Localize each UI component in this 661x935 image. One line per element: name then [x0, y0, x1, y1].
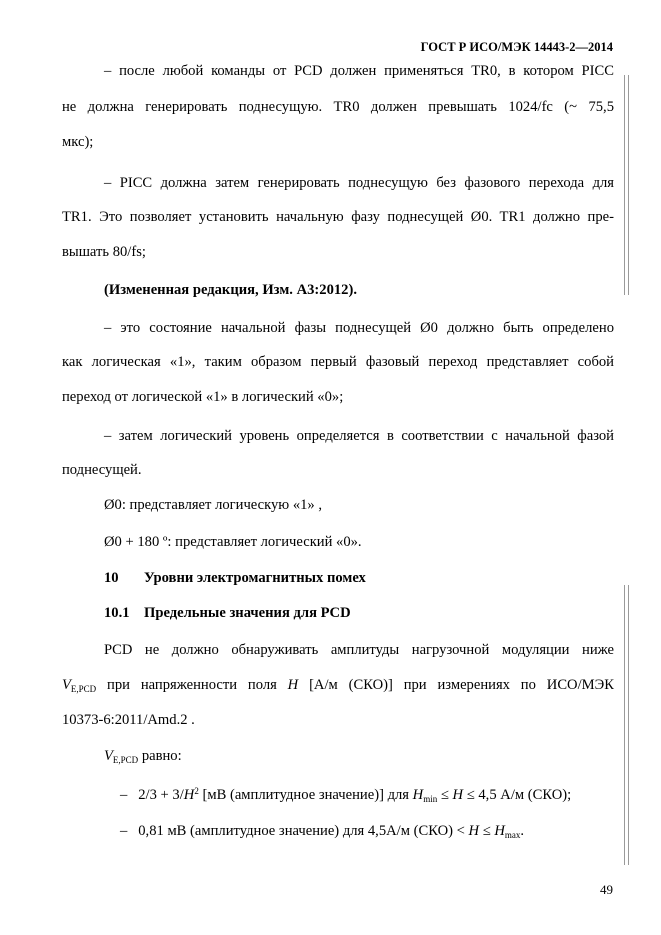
text-line: $V_{E,PCD}$ при напряженности поля H [А/м (СКО)] при измерениях по ИСО/МЭК [62, 677, 614, 694]
text-line: $V_{E,PCD}$ равно: [104, 748, 182, 765]
text-line: не должна генерировать поднесущую. TR0 должен превышать 1024/fc (~ 75,5 [62, 99, 614, 115]
section-heading-10 [104, 570, 614, 587]
text-line: поднесущей. [62, 462, 142, 478]
change-bar [624, 585, 625, 865]
text-line: вышать 80/fs; [62, 244, 146, 260]
text-line: Ø0 + 180 º: представляет логический «0». [104, 534, 362, 550]
text-line: переход от логической «1» в логический «0»; [62, 389, 344, 405]
section-title: Уровни электромагнитных помех [144, 570, 366, 586]
change-bar [624, 75, 625, 295]
section-number: 10 [104, 570, 119, 586]
list-item: – 0,81 мВ (амплитудное значение) для 4,5А/м $(СКО) < H \le H_{max}$. [120, 823, 525, 840]
text-line: Ø0: представляет логическую «1» , [104, 497, 323, 513]
page-number: 49 [600, 882, 613, 897]
section-number: 10.1 [104, 605, 130, 621]
text-line: мкс); [62, 134, 94, 150]
section-heading-10-1 [104, 605, 614, 622]
text-line: 10373-6:2011/Amd.2 . [62, 712, 195, 728]
document-header: ГОСТ Р ИСО/МЭК 14443-2—2014 [420, 40, 613, 54]
list-item: – $2/3 + 3/H^2$ [мВ (амплитудное значение)] для $H_{min} \le H \le 4,5$ А/м (СКО); [120, 786, 572, 804]
change-bar [628, 585, 629, 865]
text-line: TR1. Это позволяет установить начальную фазу поднесущей Ø0. TR1 должно пре- [62, 209, 614, 225]
section-title: Предельные значения для PCD [144, 605, 351, 621]
text-line: как логическая «1», таким образом первый фазовый переход представляет собой [62, 354, 614, 370]
change-bar [628, 75, 629, 295]
text-line: – это состояние начальной фазы поднесущей Ø0 должно быть определено [104, 320, 614, 336]
text-line: – PICC должна затем генерировать поднесущую без фазового перехода для [104, 175, 614, 191]
text-line: – после любой команды от PCD должен применяться TR0, в котором PICC [104, 63, 614, 79]
amendment-note: (Измененная редакция, Изм. A3:2012). [104, 282, 357, 298]
text-line: PCD не должно обнаруживать амплитуды нагрузочной модуляции ниже [104, 642, 614, 658]
text-line: – затем логический уровень определяется в соответствии с начальной фазой [104, 428, 614, 444]
